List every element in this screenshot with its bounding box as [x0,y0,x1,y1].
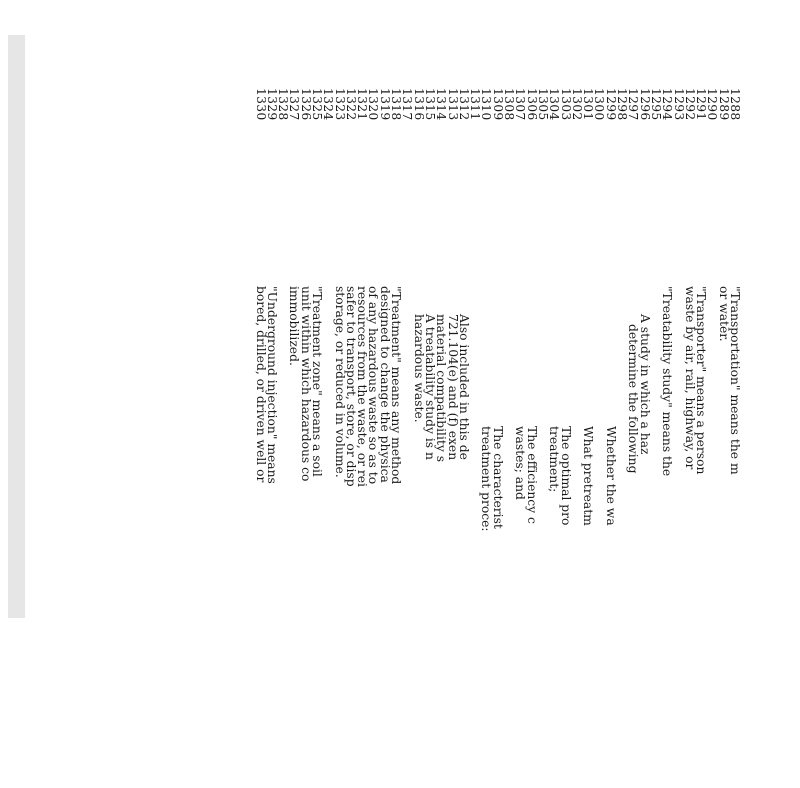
line-text: or water. [716,286,731,342]
document-line [626,88,641,788]
line-number: 1324 [321,88,336,121]
document-line [660,88,675,788]
document-line [411,88,426,788]
line-text: wastes; and [513,426,528,500]
line-number: 1294 [660,88,675,121]
line-number: 1288 [728,88,742,121]
document-line [729,88,740,788]
line-number: 1310 [479,88,494,121]
document-line [547,88,562,788]
document-line [716,88,731,788]
line-text: The characterist [490,426,505,529]
line-number: 1322 [343,88,358,121]
line-number: 1297 [626,88,641,121]
line-number: 1306 [524,88,539,121]
line-text: of any hazardous waste so as to [366,286,381,485]
line-number: 1329 [264,88,279,121]
line-text: immobilized. [287,286,302,366]
line-text: "Transportation" means the m [728,286,742,475]
line-text: designed to change the physica [377,286,392,483]
line-text: A study in which a haz [637,314,652,455]
document-line [287,88,302,788]
document-line [253,88,268,788]
line-number: 1313 [445,88,460,121]
scan-edge [8,35,25,618]
line-text: The efficiency c [524,426,539,524]
line-number: 1323 [332,88,347,121]
line-number: 1308 [502,88,517,121]
line-text: unit within which hazardous co [298,286,313,482]
line-number: 1291 [694,88,709,121]
document-page [110,88,740,618]
document-line [603,88,618,788]
line-number: 1330 [253,88,268,121]
line-number: 1299 [603,88,618,121]
document-line [637,88,652,788]
line-number: 1318 [389,88,404,121]
line-number: 1326 [298,88,313,121]
line-text: hazardous waste. [411,314,426,423]
line-text: bored, drilled, or driven well or [253,286,268,483]
line-number: 1292 [682,88,697,121]
line-text: "Treatment zone" means a soil [310,286,325,477]
line-text: Also included in this de [456,314,471,460]
line-number: 1319 [377,88,392,121]
line-number: 1328 [276,88,291,121]
document-line [581,88,596,788]
line-number: 1317 [400,88,415,121]
line-number: 1304 [547,88,562,121]
line-text: determine the following [626,324,641,474]
line-number: 1300 [592,88,607,121]
document-line [379,88,390,788]
document-lines [254,88,740,788]
line-text: "Treatment" means any method [389,286,404,485]
document-line [513,88,528,788]
line-number: 1301 [581,88,596,121]
line-text: storage, or reduced in volume. [332,286,347,478]
line-text: treatment; [547,426,562,493]
line-number: 1302 [569,88,584,121]
line-number: 1296 [637,88,652,121]
line-text: safer to transport, store, or disp [343,286,358,487]
line-number: 1311 [468,88,483,121]
line-text: material compatibility s [434,314,449,463]
line-text: waste by air, rail, highway, or [682,286,697,470]
line-text: The optimal pro [558,426,573,526]
document-line [424,88,435,788]
line-number: 1303 [558,88,573,121]
line-number: 1290 [705,88,720,121]
line-text: resources from the waste, or rei [355,286,370,487]
line-number: 1309 [490,88,505,121]
line-text: 721.104(e) and (f) exen [445,314,460,461]
line-text: "Treatability study" means the [660,286,675,477]
document-line [684,88,695,788]
line-text: What pretreatm [581,426,596,526]
line-text: "Underground injection" means [264,286,279,484]
line-number: 1293 [671,88,686,121]
document-line [479,88,494,788]
line-text: "Transporter" means a person [694,286,709,475]
document-line [332,88,347,788]
line-number: 1307 [513,88,528,121]
line-number: 1305 [535,88,550,121]
line-number: 1325 [310,88,325,121]
line-text: Whether the wa [603,426,618,526]
line-text: treatment proce: [479,426,494,532]
line-number: 1295 [648,88,663,121]
document-line [298,88,313,788]
line-number: 1321 [355,88,370,121]
document-line [490,88,505,788]
line-number: 1316 [411,88,426,121]
line-number: 1315 [422,88,437,121]
line-text: A treatability study is n [422,314,437,460]
line-number: 1298 [615,88,630,121]
line-number: 1327 [287,88,302,121]
document-line [524,88,539,788]
line-number: 1312 [456,88,471,121]
line-number: 1314 [434,88,449,121]
line-number: 1289 [716,88,731,121]
line-number: 1320 [366,88,381,121]
